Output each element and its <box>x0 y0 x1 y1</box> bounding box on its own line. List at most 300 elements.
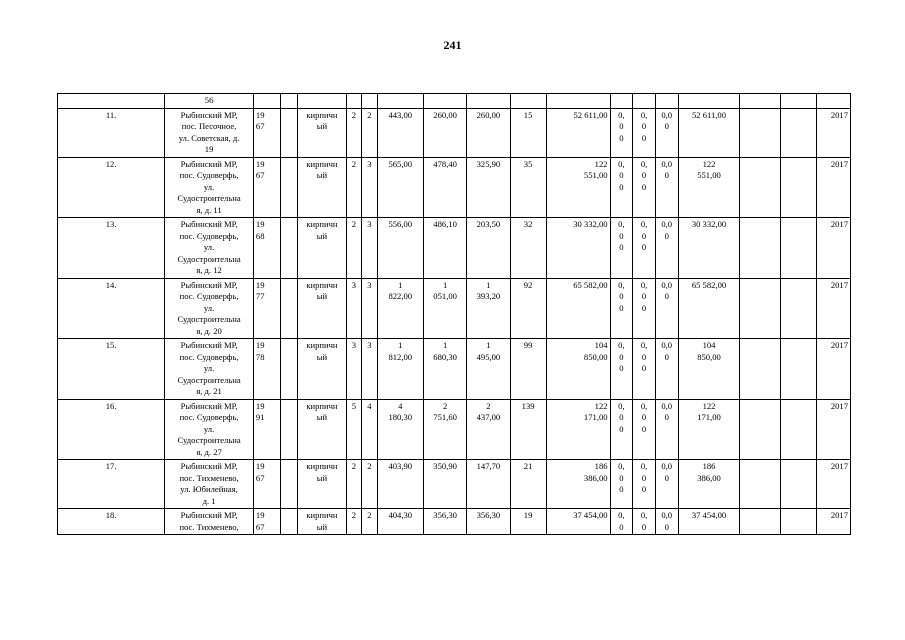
cell-blank-2 <box>740 108 780 157</box>
cell-blank-3 <box>780 108 816 157</box>
cell-year-line: 19 <box>255 158 265 169</box>
cell-cost <box>546 339 610 400</box>
cell-material-line: ый <box>316 472 328 483</box>
cell-year-line: 19 <box>255 279 265 290</box>
cell-blank-2 <box>740 339 780 400</box>
cell-z2-line: 0, <box>640 279 648 290</box>
cell-blank-3 <box>780 460 816 509</box>
cell-area-1-line: 4 <box>398 400 403 411</box>
cell-material-line: кирпичн <box>306 400 338 411</box>
table-row <box>58 94 851 109</box>
cell-z2-line: 0 <box>641 132 647 143</box>
cell-material-line: кирпичн <box>306 109 338 120</box>
cell-area-2-line: 680,30 <box>433 351 457 362</box>
cell-blank-1 <box>280 399 298 460</box>
cell-year-end: 2017 <box>816 460 850 509</box>
cell-z1 <box>610 218 633 279</box>
table-row <box>58 339 851 400</box>
cell-total-line: 104 <box>702 340 716 350</box>
cell-c5: 3 <box>346 278 361 339</box>
cell-year-line: 68 <box>255 230 265 241</box>
cell-c5: 2 <box>346 509 361 535</box>
cell-cost-line: 551,00 <box>583 170 608 180</box>
cell-area-2-line: 356,30 <box>433 510 457 520</box>
cell-c5: 2 <box>346 460 361 509</box>
cell-address-line: 19 <box>204 144 214 154</box>
cell-z1 <box>610 157 633 218</box>
cell-z1 <box>610 509 633 535</box>
cell-material-line: кирпичн <box>306 510 338 520</box>
cell-z2 <box>633 218 656 279</box>
cell-area-3-line: 1 <box>486 279 491 290</box>
cell-area-3-line: 495,00 <box>476 351 501 362</box>
cell-area-1-line: 1 <box>398 340 403 350</box>
cell-material-line: ый <box>316 170 328 180</box>
cell-z1-line: 0 <box>619 363 624 373</box>
cell-z3-line: 0,0 <box>661 400 673 411</box>
cell-z1-line: 0 <box>619 291 624 301</box>
cell-year <box>253 218 280 279</box>
cell-total-line: 52 611,00 <box>691 109 727 120</box>
cell-material <box>298 509 346 535</box>
cell-c5: 2 <box>346 157 361 218</box>
cell-address-line: пос. Судоверфь, <box>179 351 239 362</box>
cell-area-2-line: 2 <box>442 400 448 411</box>
cell-z2-line: 0 <box>641 472 647 483</box>
cell-material-line: кирпичн <box>306 219 338 229</box>
cell-z1-line: 0, <box>618 109 625 120</box>
cell-address-line: ул. Советская, д. <box>178 132 240 143</box>
cell-num: 12. <box>58 157 165 218</box>
cell-address <box>165 108 254 157</box>
cell-c6: 4 <box>362 399 377 460</box>
cell-area-3-line: 147,70 <box>476 461 501 471</box>
cell-z2-line: 0, <box>640 219 648 229</box>
cell-z3-line: 0 <box>664 351 669 362</box>
cell-total-line: 122 <box>702 158 716 169</box>
cell-area-2 <box>423 399 466 460</box>
cell-z3-line: 0,0 <box>661 109 673 120</box>
cell-year <box>253 460 280 509</box>
cell-blank-1 <box>280 460 298 509</box>
cell-total <box>678 157 740 218</box>
cell-residents: 19 <box>510 509 546 535</box>
cell-area-1-line: 556,00 <box>388 219 413 229</box>
cell-area-3-line: 203,50 <box>476 219 501 229</box>
cell-address <box>165 509 254 535</box>
cell-z1-line: 0, <box>618 400 625 411</box>
cell-z1-line: 0, <box>618 279 625 290</box>
cell-address-line: ул. <box>203 181 215 192</box>
cell-area-2 <box>423 108 466 157</box>
cell-num <box>58 94 165 109</box>
cell-area-2 <box>423 278 466 339</box>
cell-area-1 <box>377 108 423 157</box>
cell-year-line: 19 <box>255 400 265 411</box>
cell-z1-line: 0 <box>619 351 624 362</box>
cell-blank-1 <box>280 157 298 218</box>
cell-address-line: ул. <box>203 363 215 373</box>
cell-address-line: пос. Судоверфь, <box>179 291 239 301</box>
cell-z3 <box>655 399 678 460</box>
table-row <box>58 460 851 509</box>
cell-residents: 139 <box>510 399 546 460</box>
cell-z2-line: 0 <box>641 230 647 241</box>
cell-total-line: 122 <box>702 400 716 411</box>
cell-material-line: ый <box>316 291 328 301</box>
cell-area-2-line: 350,90 <box>433 461 457 471</box>
cell-z2-line: 0, <box>640 510 648 520</box>
cell-total <box>678 509 740 535</box>
cell-residents: 92 <box>510 278 546 339</box>
cell-total-line: 186 <box>702 461 716 471</box>
cell-address-line: я, д. 21 <box>196 386 222 396</box>
cell-num: 17. <box>58 460 165 509</box>
cell-year-line: 78 <box>255 351 265 362</box>
cell-blank-3 <box>780 339 816 400</box>
cell-area-3 <box>467 108 510 157</box>
cell-address-line: Рыбинский МР, <box>180 158 238 169</box>
cell-z2 <box>633 339 656 400</box>
cell-address <box>165 278 254 339</box>
cell-address <box>165 218 254 279</box>
cell-z1-line: 0, <box>618 219 625 229</box>
cell-residents: 15 <box>510 108 546 157</box>
cell-z1-line: 0, <box>618 158 625 169</box>
cell-z1 <box>610 278 633 339</box>
cell-total-line: 30 332,00 <box>691 219 727 229</box>
cell-address-line: я, д. 27 <box>196 446 222 457</box>
cell-address-line: пос. Тихменево, <box>179 521 239 532</box>
cell-z3-line: 0 <box>664 472 669 483</box>
cell-total-line: 850,00 <box>697 351 721 362</box>
cell-z2 <box>633 509 656 535</box>
page-number: 241 <box>443 38 462 52</box>
cell-address-line: Рыбинский МР, <box>180 279 238 290</box>
cell-z3 <box>655 460 678 509</box>
cell-area-2-line: 1 <box>442 340 448 350</box>
cell-blank-2 <box>740 399 780 460</box>
cell-z2-line: 0 <box>641 412 647 422</box>
cell-total <box>678 108 740 157</box>
table-row <box>58 399 851 460</box>
cell-address-line: ул. <box>203 242 215 252</box>
cell-year-line: 77 <box>255 291 265 301</box>
cell-z2 <box>633 399 656 460</box>
cell-material-line: кирпичн <box>306 340 338 350</box>
cell-blank-1 <box>280 339 298 400</box>
cell-material <box>298 339 346 400</box>
cell-area-3-line: 260,00 <box>476 109 501 120</box>
cell-area-2 <box>423 218 466 279</box>
cell-z1-line: 0 <box>619 302 624 313</box>
cell-address-line: пос. Судоверфь, <box>179 412 239 422</box>
cell-z1-line: 0 <box>619 472 624 483</box>
cell-z2-line: 0 <box>641 181 647 192</box>
cell-material <box>298 157 346 218</box>
cell-cost-line: 186 <box>594 461 608 471</box>
cell-area-2 <box>423 509 466 535</box>
cell-area-3 <box>467 218 510 279</box>
cell-year-line: 67 <box>255 472 265 483</box>
cell-c5: 5 <box>346 399 361 460</box>
cell-total-line: 65 582,00 <box>691 279 727 290</box>
cell-z1-line: 0 <box>619 412 624 422</box>
cell-year <box>253 278 280 339</box>
cell-num: 15. <box>58 339 165 400</box>
cell-address-line: д. 1 <box>202 495 216 506</box>
cell-z3-line: 0,0 <box>661 510 673 520</box>
cell-year <box>253 108 280 157</box>
cell-cost-line: 122 <box>594 158 608 169</box>
cell-year-end: 2017 <box>816 157 850 218</box>
cell-year-line: 19 <box>255 340 265 350</box>
cell-z1-line: 0 <box>619 170 624 180</box>
cell-year-end: 2017 <box>816 108 850 157</box>
cell-residents: 99 <box>510 339 546 400</box>
cell-num: 14. <box>58 278 165 339</box>
cell-cost-line: 386,00 <box>583 472 608 483</box>
cell-area-3-line: 356,30 <box>476 510 501 520</box>
cell-blank-3 <box>780 157 816 218</box>
cell-material <box>298 460 346 509</box>
cell-cost <box>546 108 610 157</box>
cell-total <box>678 218 740 279</box>
cell-total-line: 551,00 <box>697 170 721 180</box>
cell-z2-line: 0, <box>640 461 648 471</box>
cell-blank-1 <box>280 108 298 157</box>
cell-address-line: я, д. 20 <box>196 325 222 336</box>
cell-area-1 <box>377 460 423 509</box>
cell-z3-line: 0 <box>664 291 669 301</box>
table-row <box>58 509 851 535</box>
cell-cost <box>546 278 610 339</box>
cell-z1-line: 0 <box>619 181 624 192</box>
cell-z2-line: 0 <box>641 423 647 434</box>
cell-year-line: 19 <box>255 109 265 120</box>
cell-z2 <box>633 278 656 339</box>
cell-total-line: 171,00 <box>697 412 721 422</box>
cell-z1-line: 0 <box>619 121 624 131</box>
cell-z3 <box>655 108 678 157</box>
cell-c5: 2 <box>346 108 361 157</box>
cell-z1-line: 0 <box>619 423 624 434</box>
cell-cost-line: 37 454,00 <box>573 510 608 520</box>
cell-address-line: Рыбинский МР, <box>180 340 238 350</box>
cell-address-line: пос. Песочное, <box>181 121 237 131</box>
cell-z2-line: 0, <box>640 340 648 350</box>
cell-total-line: 37 454,00 <box>691 510 727 520</box>
cell-z2 <box>633 108 656 157</box>
cell-total-line: 386,00 <box>697 472 721 483</box>
cell-material-line: ый <box>316 351 328 362</box>
cell-num: 16. <box>58 399 165 460</box>
cell-area-2-line: 486,10 <box>433 219 457 229</box>
cell-blank-1 <box>280 218 298 279</box>
cell-z2-line: 0 <box>641 302 647 313</box>
cell-area-2-line: 1 <box>442 279 448 290</box>
cell-area-3-line: 2 <box>486 400 491 411</box>
cell-c5: 3 <box>346 339 361 400</box>
cell-material-line: кирпичн <box>306 461 338 471</box>
cell-address-line: пос. Тихменево, <box>179 472 239 483</box>
cell-z2-line: 0 <box>641 521 647 532</box>
cell-z3-line: 0,0 <box>661 340 673 350</box>
cell-address-line: Судостроительна <box>177 314 241 324</box>
cell-year <box>253 399 280 460</box>
cell-z2-line: 0, <box>640 158 648 169</box>
cell-num: 13. <box>58 218 165 279</box>
cell-z2-line: 0 <box>641 170 647 180</box>
cell-year-end: 2017 <box>816 218 850 279</box>
cell-area-2-line: 051,00 <box>433 291 457 301</box>
cell-z3-line: 0 <box>664 412 669 422</box>
cell-c6: 2 <box>362 460 377 509</box>
cell-z3 <box>655 278 678 339</box>
cell-area-1-line: 812,00 <box>388 351 413 362</box>
cell-address-line: Судостроительна <box>177 435 241 445</box>
cell-area-1-line: 822,00 <box>388 291 413 301</box>
cell-area-1-line: 565,00 <box>388 158 413 169</box>
table-body <box>58 94 851 535</box>
cell-z3 <box>655 509 678 535</box>
cell-area-2-line: 751,60 <box>433 412 457 422</box>
table-row <box>58 157 851 218</box>
cell-total <box>678 278 740 339</box>
cell-year-end: 2017 <box>816 339 850 400</box>
cell-blank-2 <box>740 460 780 509</box>
cell-area-3-line: 325,90 <box>476 158 501 169</box>
cell-material-line: ый <box>316 521 328 532</box>
table-row <box>58 278 851 339</box>
cell-z1-line: 0, <box>618 461 625 471</box>
cell-area-1 <box>377 399 423 460</box>
cell-address-line: я, д. 11 <box>196 204 222 215</box>
cell-z1 <box>610 460 633 509</box>
cell-blank-2 <box>740 509 780 535</box>
cell-total <box>678 399 740 460</box>
cell-residents: 32 <box>510 218 546 279</box>
cell-year <box>253 339 280 400</box>
cell-material-line: кирпичн <box>306 158 338 169</box>
housing-register-table <box>57 93 851 535</box>
cell-material <box>298 218 346 279</box>
cell-c6: 3 <box>362 339 377 400</box>
cell-z1-line: 0 <box>619 230 624 241</box>
cell-z2-line: 0 <box>641 291 647 301</box>
cell-z3-line: 0,0 <box>661 158 673 169</box>
cell-cost <box>546 157 610 218</box>
cell-c6: 2 <box>362 108 377 157</box>
cell-area-1 <box>377 339 423 400</box>
cell-area-3 <box>467 278 510 339</box>
cell-address-line: Рыбинский МР, <box>180 219 238 229</box>
cell-address-line: Рыбинский МР, <box>180 400 238 411</box>
cell-year-line: 19 <box>255 461 265 471</box>
cell-z2-line: 0 <box>641 351 647 362</box>
cell-cost <box>546 218 610 279</box>
cell-z3 <box>655 218 678 279</box>
cell-z3 <box>655 157 678 218</box>
cell-address-line: ул. Юбилейная, <box>180 484 238 494</box>
cell-z1 <box>610 108 633 157</box>
cell-area-3 <box>467 157 510 218</box>
cell-area-1 <box>377 157 423 218</box>
cell-c6: 3 <box>362 278 377 339</box>
cell-total <box>678 460 740 509</box>
cell-num: 11. <box>58 108 165 157</box>
cell-cost-line: 171,00 <box>583 412 608 422</box>
cell-year <box>253 157 280 218</box>
cell-z3 <box>655 339 678 400</box>
cell-c5: 2 <box>346 218 361 279</box>
cell-c6: 3 <box>362 157 377 218</box>
cell-blank-2 <box>740 218 780 279</box>
cell-z1 <box>610 339 633 400</box>
cell-z3-line: 0 <box>664 521 669 532</box>
cell-residents: 35 <box>510 157 546 218</box>
cell-total <box>678 339 740 400</box>
cell-year <box>253 509 280 535</box>
cell-cost-line: 52 611,00 <box>573 109 608 120</box>
cell-address <box>165 157 254 218</box>
cell-year-end: 2017 <box>816 509 850 535</box>
cell-cost-line: 30 332,00 <box>573 219 608 229</box>
cell-material <box>298 399 346 460</box>
cell-address-line: Судостроительна <box>177 193 241 203</box>
cell-area-2-line: 260,00 <box>433 109 457 120</box>
cell-blank-2 <box>740 157 780 218</box>
cell-year-line: 19 <box>255 219 265 229</box>
table-row <box>58 108 851 157</box>
cell-z2-line: 0, <box>640 109 648 120</box>
cell-area-3-line: 437,00 <box>476 412 501 422</box>
cell-area-1-line: 404,30 <box>388 510 413 520</box>
cell-area-3 <box>467 460 510 509</box>
cell-area-1 <box>377 509 423 535</box>
cell-z2 <box>633 157 656 218</box>
cell-material-line: кирпичн <box>306 279 338 290</box>
cell-year-line: 67 <box>255 170 265 180</box>
cell-z1 <box>610 399 633 460</box>
cell-z1-line: 0 <box>619 484 624 494</box>
cell-cost-line: 104 <box>594 340 608 350</box>
cell-z2-line: 0 <box>641 363 647 373</box>
cell-address: 56 <box>165 94 254 109</box>
cell-area-2 <box>423 339 466 400</box>
cell-address-line: Судостроительна <box>177 253 241 264</box>
cell-area-1-line: 443,00 <box>388 109 413 120</box>
cell-blank-1 <box>280 509 298 535</box>
cell-area-1 <box>377 278 423 339</box>
cell-year-line: 19 <box>255 510 265 520</box>
cell-year-line: 67 <box>255 521 265 532</box>
cell-area-1 <box>377 218 423 279</box>
cell-area-2 <box>423 460 466 509</box>
cell-z1-line: 0, <box>618 510 625 520</box>
cell-z2-line: 0 <box>641 121 647 131</box>
cell-z1-line: 0 <box>619 132 624 143</box>
cell-address-line: Рыбинский МР, <box>180 109 238 120</box>
cell-z2 <box>633 460 656 509</box>
cell-material <box>298 278 346 339</box>
cell-z3-line: 0 <box>664 170 669 180</box>
cell-address <box>165 460 254 509</box>
cell-material-line: ый <box>316 230 328 241</box>
cell-c6: 3 <box>362 218 377 279</box>
cell-area-3 <box>467 509 510 535</box>
cell-address-line: ул. <box>203 302 215 313</box>
